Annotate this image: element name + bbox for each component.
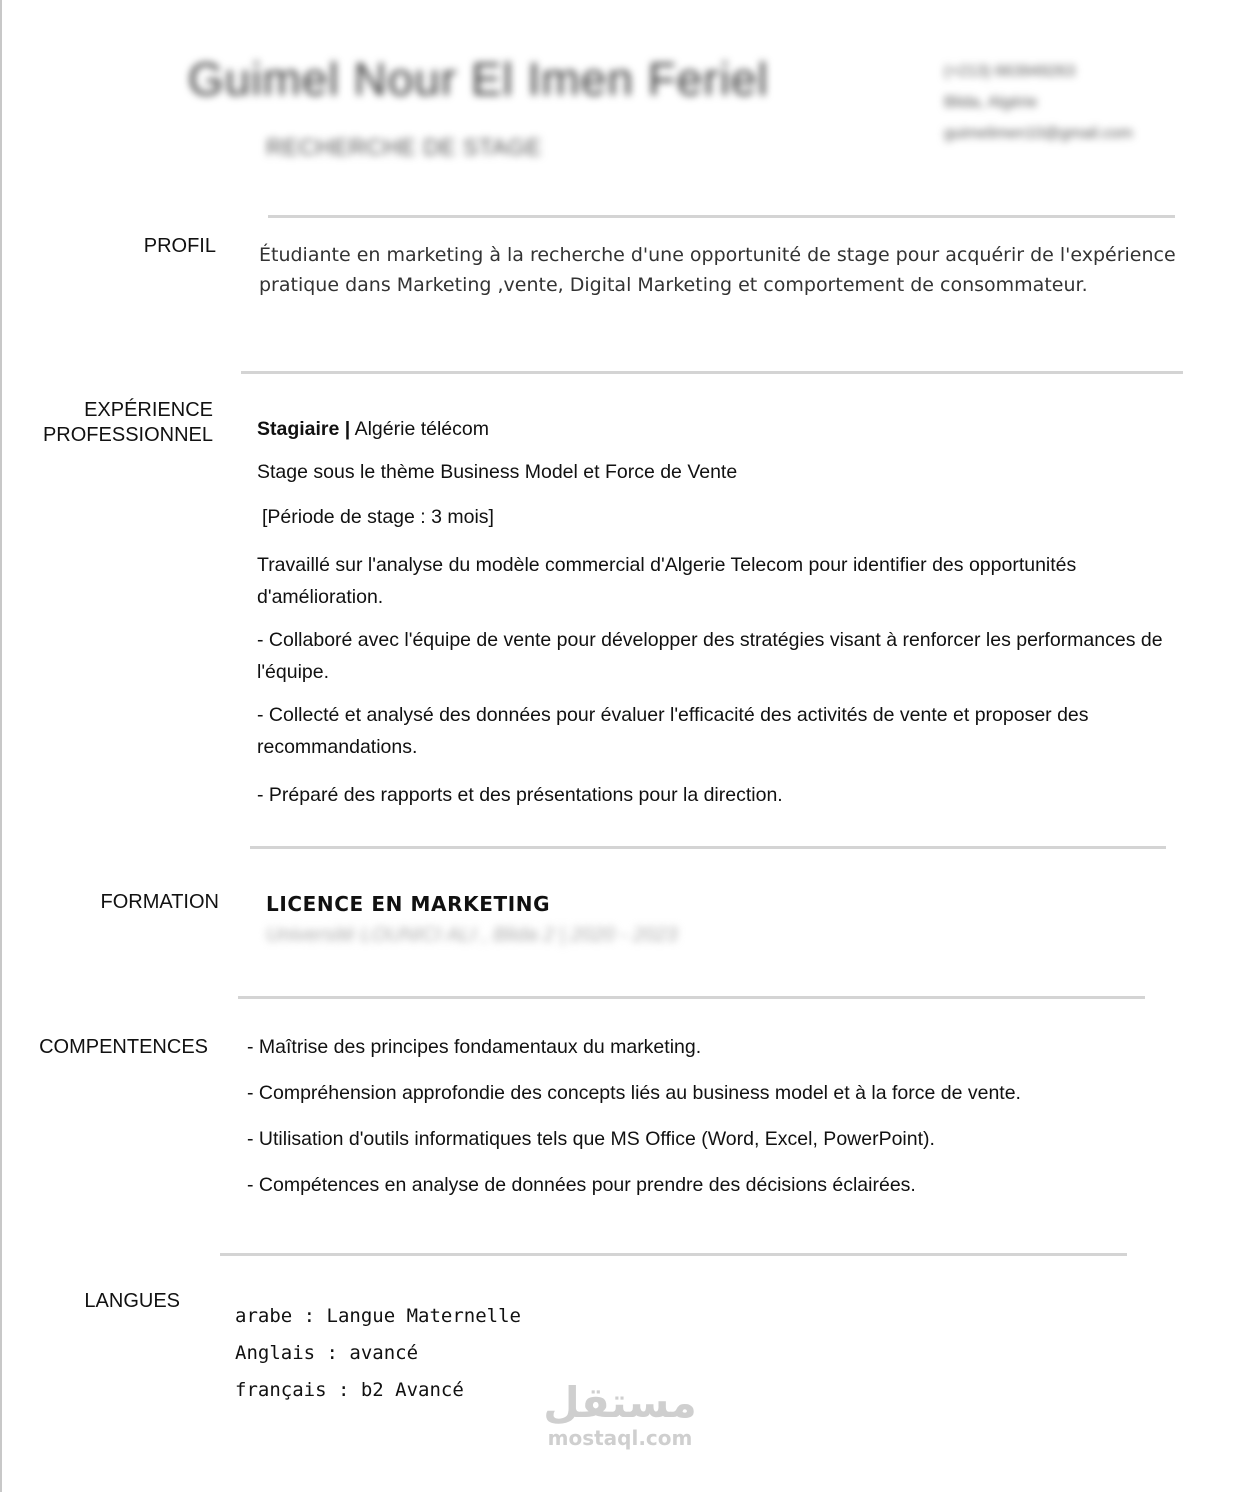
- contact-location: Blida, Algérie: [944, 94, 1038, 111]
- section-label-langues: LANGUES: [84, 1290, 180, 1312]
- profile-text: Étudiante en marketing à la recherche d'une opportunité de stage pour acquérir de l'expérience pratique dans Marketing ,vente, Digital Marketing et comportement de consommateur.: [259, 244, 1176, 296]
- candidate-subtitle: RECHERCHE DE STAGE: [266, 134, 542, 160]
- divider: [268, 215, 1175, 218]
- language-item: Anglais : avancé: [235, 1342, 419, 1364]
- page-left-border: [0, 0, 2, 1492]
- section-label-profil: PROFIL: [143, 235, 216, 257]
- experience-block: [257, 418, 1177, 822]
- watermark-latin: mostaql.com: [547, 1426, 693, 1450]
- skills-list: [247, 1036, 1167, 1220]
- experience-item: Travaillé sur l'analyse du modèle commercial d'Algerie Telecom pour identifier des opportunités d'amélioration.: [257, 554, 1077, 608]
- job-role: Stagiaire |: [257, 418, 351, 440]
- experience-item: - Collecté et analysé des données pour évaluer l'efficacité des activités de vente et proposer des recommandations.: [257, 704, 1089, 758]
- experience-item: - Préparé des rapports et des présentations pour la direction.: [257, 784, 783, 806]
- internship-period: [Période de stage : 3 mois]: [262, 506, 494, 528]
- skill-item: - Maîtrise des principes fondamentaux du marketing.: [247, 1036, 702, 1058]
- section-label-formation: FORMATION: [100, 891, 219, 913]
- divider: [220, 1253, 1127, 1256]
- contact-phone: (+213) 663949263: [944, 63, 1076, 80]
- divider: [250, 846, 1166, 849]
- formation-degree: LICENCE EN MARKETING: [266, 892, 551, 916]
- job-company: Algérie télécom: [354, 418, 489, 440]
- divider: [238, 996, 1145, 999]
- language-item: arabe : Langue Maternelle: [235, 1305, 521, 1327]
- internship-theme: Stage sous le thème Business Model et Force de Vente: [257, 461, 738, 483]
- contact-block: [944, 56, 1133, 149]
- section-label-competences: COMPENTENCES: [39, 1036, 208, 1058]
- watermark-arabic: مستقل: [543, 1378, 697, 1427]
- skill-item: - Utilisation d'outils informatiques tels que MS Office (Word, Excel, PowerPoint).: [247, 1128, 935, 1150]
- divider: [241, 371, 1183, 374]
- mostaql-watermark: [520, 1380, 720, 1450]
- candidate-name: Guimel Nour El Imen Feriel: [188, 53, 769, 105]
- languages-list: [235, 1298, 521, 1409]
- language-item: français : b2 Avancé: [235, 1379, 464, 1401]
- contact-email: guimelimen10@gmail.com: [944, 125, 1133, 142]
- job-title-line: [257, 418, 1177, 441]
- experience-item: - Collaboré avec l'équipe de vente pour développer des stratégies visant à renforcer les performances de l'équipe.: [257, 629, 1163, 683]
- skill-item: - Compétences en analyse de données pour prendre des décisions éclairées.: [247, 1174, 916, 1196]
- formation-school: Université LOUNICI ALI , Blida 2 | 2020 - 2023: [266, 924, 678, 946]
- section-label-experience: EXPÉRIENCE PROFESSIONNEL: [42, 399, 213, 446]
- skill-item: - Compréhension approfondie des concepts liés au business model et à la force de vente.: [247, 1082, 1021, 1104]
